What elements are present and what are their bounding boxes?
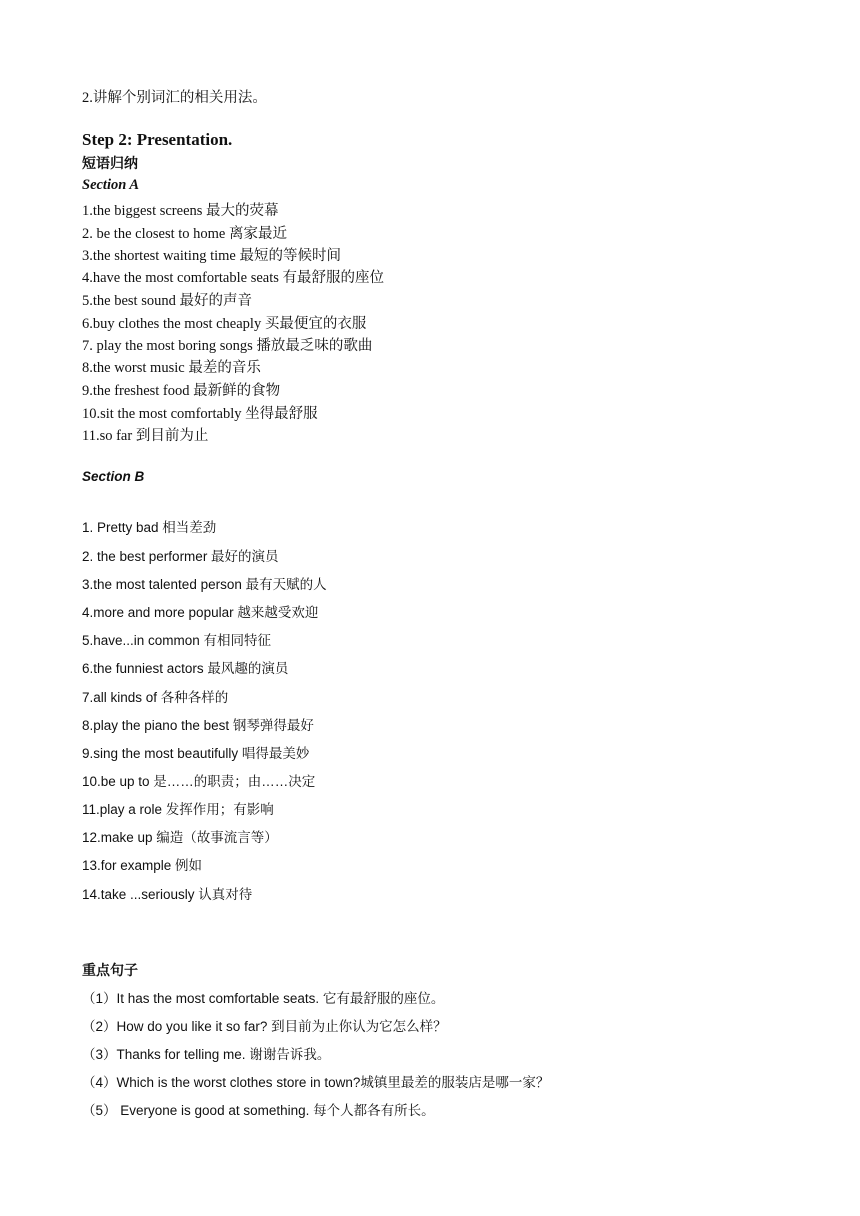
sentence-item: （4）Which is the worst clothes store in town?城镇里最差的服装店是哪一家？ [82, 1075, 550, 1090]
list-item: 2. the best performer 最好的演员 [82, 549, 279, 564]
sentence-item: （1）It has the most comfortable seats. 它有最舒服的座位。 [82, 991, 445, 1006]
list-item: 10.be up to 是……的职责；由……决定 [82, 774, 316, 789]
list-item: 6.buy clothes the most cheaply 买最便宜的衣服 [82, 316, 367, 332]
key-sentences-heading: 重点句子 [82, 963, 138, 979]
list-item: 14.take ...seriously 认真对待 [82, 887, 253, 902]
sentence-item: （3）Thanks for telling me. 谢谢告诉我。 [82, 1047, 331, 1062]
list-item: 10.sit the most comfortably 坐得最舒服 [82, 406, 318, 422]
list-item: 1.the biggest screens 最大的荧幕 [82, 203, 279, 219]
sentence-item: （2）How do you like it so far? 到目前为止你认为它怎么样？ [82, 1019, 447, 1034]
list-item: 3.the shortest waiting time 最短的等候时间 [82, 248, 341, 264]
sentence-item: （5） Everyone is good at something. 每个人都各有所长。 [82, 1103, 435, 1118]
list-item: 8.play the piano the best 钢琴弹得最好 [82, 718, 314, 733]
list-item: 8.the worst music 最差的音乐 [82, 360, 261, 376]
list-item: 5.have...in common 有相同特征 [82, 633, 272, 648]
list-item: 9.sing the most beautifully 唱得最美妙 [82, 746, 310, 761]
list-item: 6.the funniest actors 最风趣的演员 [82, 661, 289, 676]
list-item: 13.for example 例如 [82, 858, 203, 873]
list-item: 5.the best sound 最好的声音 [82, 293, 252, 309]
list-item: 7.all kinds of 各种各样的 [82, 690, 229, 705]
list-item: 3.the most talented person 最有天赋的人 [82, 577, 327, 592]
phrases-heading: 短语归纳 [82, 156, 138, 172]
intro-line: 2.讲解个别词汇的相关用法。 [82, 90, 267, 106]
step-heading: Step 2: Presentation. [82, 130, 233, 149]
list-item: 1. Pretty bad 相当差劲 [82, 520, 217, 535]
list-item: 7. play the most boring songs 播放最乏味的歌曲 [82, 338, 373, 354]
list-item: 4.more and more popular 越来越受欢迎 [82, 605, 319, 620]
list-item: 9.the freshest food 最新鲜的食物 [82, 383, 281, 399]
list-item: 11.play a role 发挥作用；有影响 [82, 802, 274, 817]
list-item: 11.so far 到目前为止 [82, 428, 209, 444]
section-b-title: Section B [82, 469, 145, 484]
section-a-title: Section A [82, 177, 140, 193]
list-item: 12.make up 编造（故事流言等） [82, 830, 278, 845]
list-item: 2. be the closest to home 离家最近 [82, 226, 287, 242]
list-item: 4.have the most comfortable seats 有最舒服的座位 [82, 270, 385, 286]
